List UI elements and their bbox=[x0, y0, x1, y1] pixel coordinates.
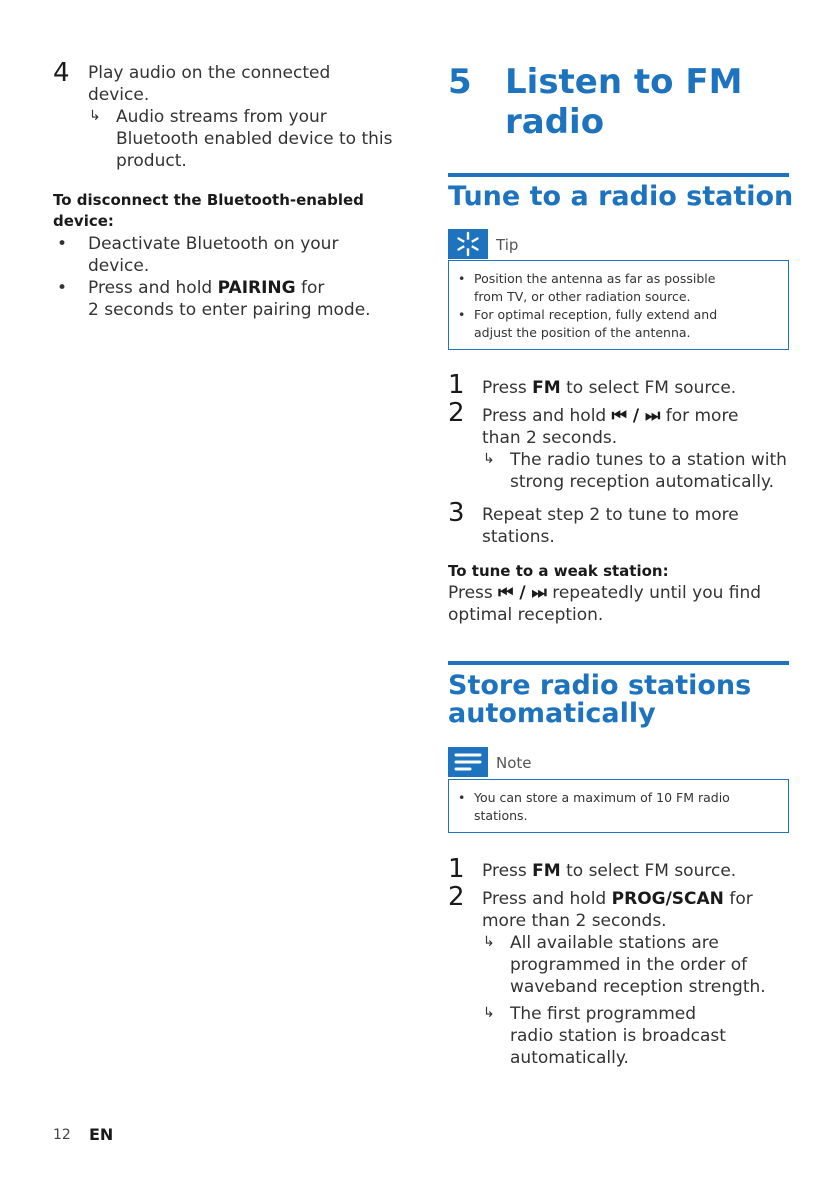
note-item: • You can store a maximum of 10 FM radio bbox=[458, 790, 730, 805]
bullet-text: Deactivate Bluetooth on your bbox=[88, 234, 339, 254]
chapter-title: radio bbox=[505, 102, 605, 142]
note-box bbox=[448, 779, 789, 833]
text: for bbox=[729, 889, 753, 909]
text: Press and hold bbox=[88, 278, 213, 298]
language-code: EN bbox=[89, 1125, 114, 1144]
step-text: than 2 seconds. bbox=[482, 428, 618, 448]
text: for more bbox=[665, 406, 739, 426]
result-text: Audio streams from your bbox=[116, 107, 327, 127]
result-text: The first programmed bbox=[510, 1004, 697, 1024]
result-arrow-icon: ↳ bbox=[89, 108, 101, 124]
tip-text: from TV, or other radiation source. bbox=[474, 289, 691, 304]
note-label: Note bbox=[496, 754, 532, 772]
step-text: stations. bbox=[482, 527, 555, 547]
tip-box bbox=[448, 260, 789, 350]
step-text: Repeat step 2 to tune to more bbox=[482, 505, 739, 525]
tip-text: adjust the position of the antenna. bbox=[474, 325, 691, 340]
chapter-title: Listen to FM bbox=[505, 62, 743, 102]
weak-station-text: optimal reception. bbox=[448, 605, 604, 625]
disconnect-heading: To disconnect the Bluetooth-enabled bbox=[53, 191, 364, 209]
text: for bbox=[301, 278, 325, 298]
note-text: You can store a maximum of 10 FM radio bbox=[474, 790, 730, 805]
tip-item-cont bbox=[449, 324, 788, 342]
step-number: 2 bbox=[448, 882, 465, 912]
result-text: Bluetooth enabled device to this bbox=[116, 129, 393, 149]
page-number: 12 bbox=[53, 1127, 71, 1143]
chapter-number: 5 bbox=[448, 62, 472, 102]
skip-forward-icon: ⏮ / ⏭ bbox=[498, 583, 547, 603]
step-number: 4 bbox=[53, 58, 70, 88]
text: repeatedly until you find bbox=[552, 583, 762, 603]
skip-back-icon: ⏮ / ⏭ bbox=[611, 406, 661, 426]
disconnect-heading: device: bbox=[53, 212, 114, 230]
result-text: All available stations are bbox=[510, 933, 719, 953]
text: Press bbox=[448, 583, 493, 603]
section-title-store: automatically bbox=[448, 698, 656, 729]
step-text bbox=[482, 860, 736, 882]
prog-scan-key-label: PROG/SCAN bbox=[611, 889, 724, 909]
bullet-text: device. bbox=[88, 256, 150, 276]
step-number: 1 bbox=[448, 854, 465, 884]
tip-item: • For optimal reception, fully extend and bbox=[458, 307, 718, 322]
bullet-dot: • bbox=[57, 234, 68, 254]
tip-text: For optimal reception, fully extend and bbox=[474, 307, 718, 322]
result-arrow-icon: ↳ bbox=[483, 451, 495, 467]
step-number: 1 bbox=[448, 370, 465, 400]
result-text: strong reception automatically. bbox=[510, 472, 775, 492]
result-text: waveband reception strength. bbox=[510, 977, 766, 997]
text: Press and hold bbox=[482, 406, 607, 426]
weak-station-heading: To tune to a weak station: bbox=[448, 562, 669, 580]
step-number: 2 bbox=[448, 398, 465, 428]
note-text: stations. bbox=[474, 808, 528, 823]
text: Press bbox=[482, 861, 527, 881]
tip-text: Position the antenna as far as possible bbox=[474, 271, 716, 286]
text: Press bbox=[482, 378, 527, 398]
fm-key-label: FM bbox=[532, 861, 561, 881]
step-text bbox=[482, 405, 739, 427]
text: to select FM source. bbox=[566, 378, 737, 398]
tip-item: • Position the antenna as far as possible bbox=[458, 271, 716, 286]
weak-station-text bbox=[448, 582, 761, 604]
result-arrow-icon: ↳ bbox=[483, 1005, 495, 1021]
result-text: programmed in the order of bbox=[510, 955, 748, 975]
step-text: more than 2 seconds. bbox=[482, 911, 667, 931]
tip-item-cont bbox=[449, 288, 788, 306]
bullet-dot: • bbox=[57, 278, 68, 298]
step-text: device. bbox=[88, 85, 150, 105]
fm-key-label: FM bbox=[532, 378, 561, 398]
section-rule bbox=[448, 661, 789, 665]
step-text bbox=[482, 377, 736, 399]
result-text: radio station is broadcast bbox=[510, 1026, 726, 1046]
result-text: product. bbox=[116, 151, 187, 171]
step-number: 3 bbox=[448, 498, 465, 528]
result-arrow-icon: ↳ bbox=[483, 934, 495, 950]
text: to select FM source. bbox=[566, 861, 737, 881]
result-text: The radio tunes to a station with bbox=[510, 450, 787, 470]
asterisk-tip-icon bbox=[448, 229, 488, 259]
note-item-cont bbox=[449, 807, 788, 825]
bullet-text: 2 seconds to enter pairing mode. bbox=[88, 300, 371, 320]
step-text: Play audio on the connected bbox=[88, 63, 331, 83]
pairing-key-label: PAIRING bbox=[217, 278, 296, 298]
section-title-store: Store radio stations bbox=[448, 670, 752, 701]
step-text bbox=[482, 888, 753, 910]
section-rule bbox=[448, 173, 789, 177]
section-title-tune: Tune to a radio station bbox=[448, 181, 794, 212]
tip-label: Tip bbox=[496, 236, 519, 254]
bullet-text bbox=[88, 277, 324, 299]
text: Press and hold bbox=[482, 889, 607, 909]
note-lines-icon bbox=[448, 747, 488, 777]
result-text: automatically. bbox=[510, 1048, 629, 1068]
